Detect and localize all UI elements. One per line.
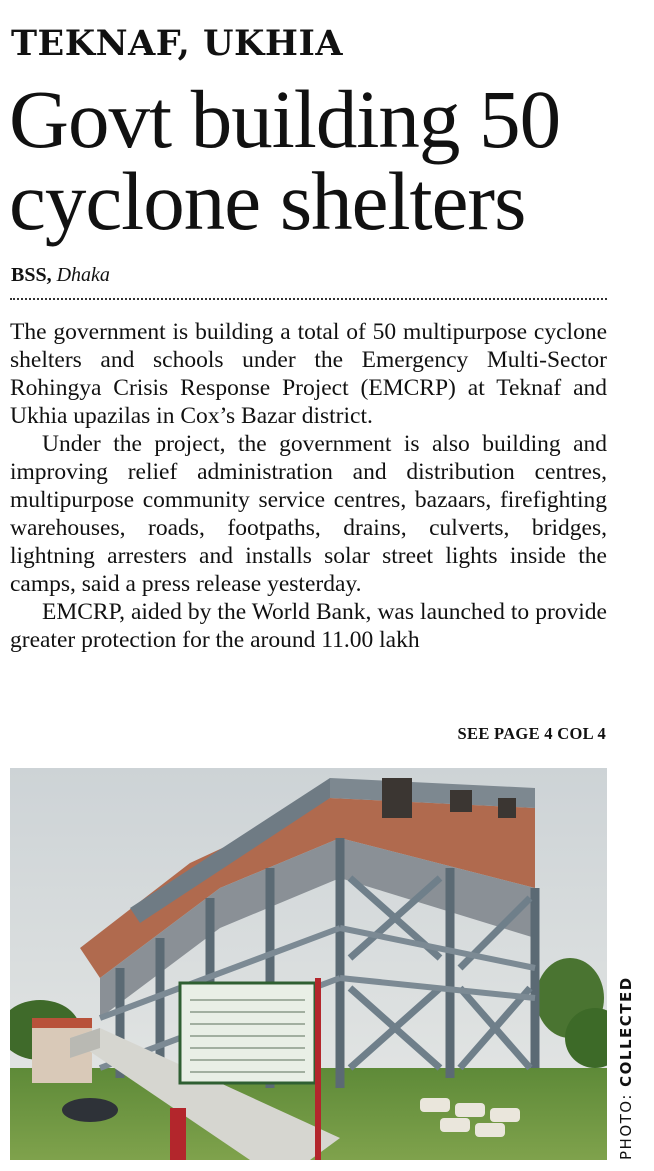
photo-credit-lead: PHOTO:: [617, 1093, 635, 1160]
paragraph: The government is building a total of 50 multipurpose cyclone shelters and schools under the Emergency Multi-Sector Rohingya Crisis Response Project (EMCRP) at Teknaf and Ukhia upazilas in Cox’s Bazar district.: [10, 319, 607, 429]
headline: [9, 73, 649, 247]
kicker: TEKNAF, UKHIA: [11, 23, 344, 64]
headline-line-1: Govt building 50: [9, 73, 561, 165]
byline-agency: BSS,: [11, 264, 52, 286]
photo-credit: [617, 976, 635, 1160]
photo-credit-name: COLLECTED: [617, 976, 635, 1087]
paragraph: EMCRP, aided by the World Bank, was launched to provide greater protection for the around 11.00 lakh: [10, 599, 607, 653]
paragraph: Under the project, the government is also building and improving relief administration and distribution centres, multipurpose community service centres, bazaars, firefighting warehouses, roads, footpaths, drains, culverts, bridges, lightning arresters and installs solar street lights inside the camps, said a press release yesterday.: [10, 431, 607, 597]
continuation-note: SEE PAGE 4 COL 4: [457, 724, 606, 743]
dotted-divider: [10, 298, 607, 300]
byline-place: Dhaka: [56, 264, 110, 286]
shelter-photo: [10, 768, 607, 1160]
shelter-photo-illustration: [10, 768, 607, 1160]
byline: [11, 264, 110, 287]
article-body: [10, 318, 607, 654]
headline-line-2: cyclone shelters: [9, 155, 526, 247]
